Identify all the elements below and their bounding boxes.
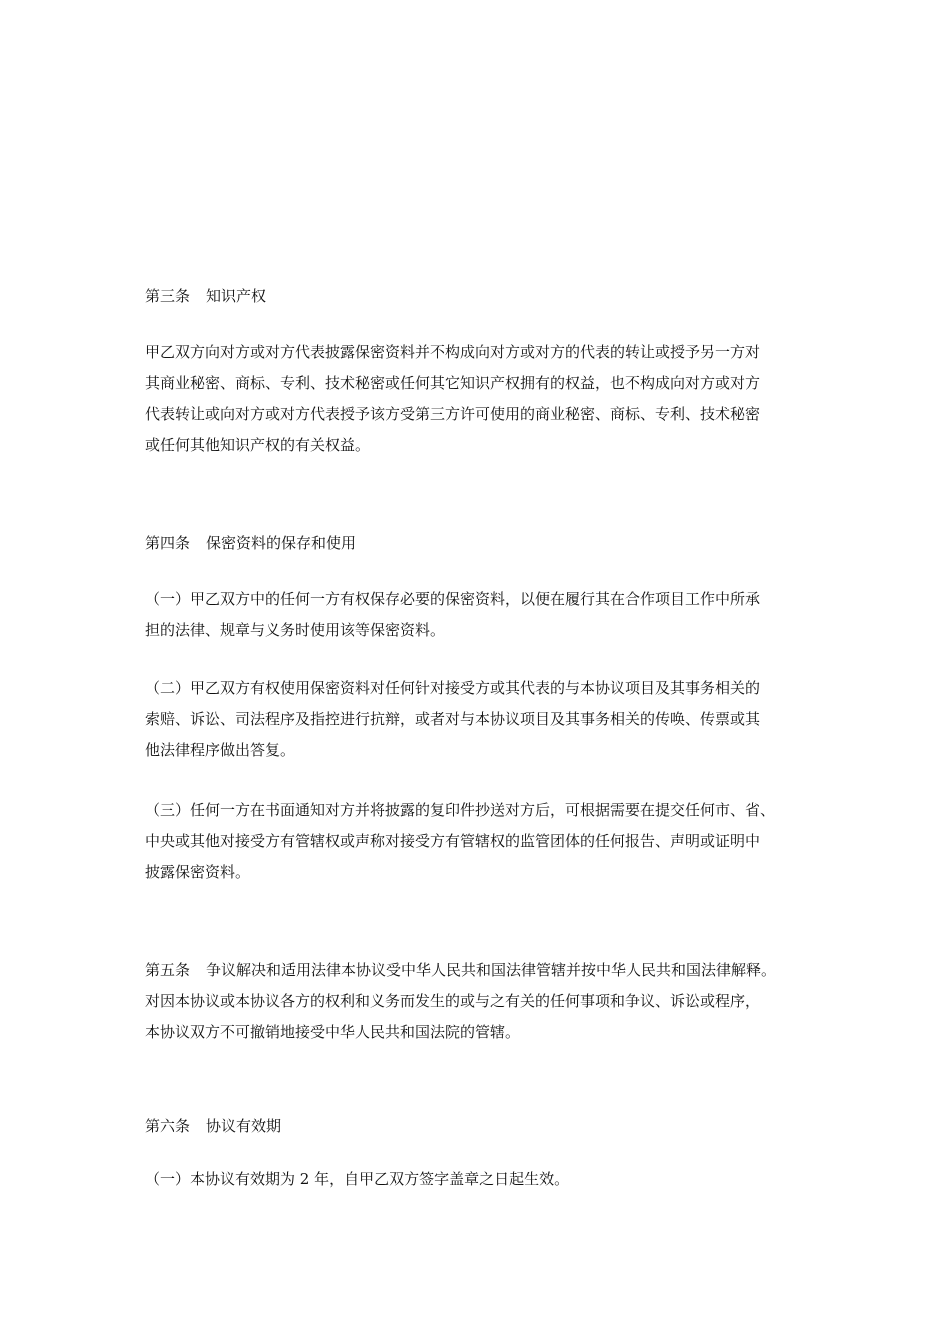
article-number: 第六条 — [145, 1117, 191, 1135]
article-number: 第四条 — [145, 534, 191, 552]
article-6-paragraph-1 — [145, 1164, 815, 1195]
article-6-heading — [145, 1111, 815, 1142]
text-line: （二）甲乙双方有权使用保密资料对任何针对接受方或其代表的与本协议项目及其事务相关的 — [145, 679, 761, 697]
article-3-heading — [145, 281, 815, 312]
article-title: 争议解决和适用法律本协议受中华人民共和国法律管辖并按中华人民共和国法律解释。 — [206, 961, 777, 979]
text-line: （一）本协议有效期为 2 年，自甲乙双方签字盖章之日起生效。 — [145, 1170, 570, 1188]
text-line: （一）甲乙双方中的任何一方有权保存必要的保密资料，以便在履行其在合作项目工作中所承 — [145, 590, 761, 608]
text-line: 或任何其他知识产权的有关权益。 — [145, 436, 371, 454]
text-line: 担的法律、规章与义务时使用该等保密资料。 — [145, 621, 446, 639]
article-4-heading — [145, 528, 815, 559]
text-line: 中央或其他对接受方有管辖权或声称对接受方有管辖权的监管团体的任何报告、声明或证明中 — [145, 832, 761, 850]
text-line: 代表转让或向对方或对方代表授予该方受第三方许可使用的商业秘密、商标、专利、技术秘密 — [145, 405, 761, 423]
article-3-paragraph-1 — [145, 337, 815, 461]
article-number: 第五条 — [145, 961, 191, 979]
article-title: 知识产权 — [206, 287, 267, 305]
article-5-block — [145, 955, 815, 1048]
text-line: 对因本协议或本协议各方的权利和义务而发生的或与之有关的任何事项和争议、诉讼或程序， — [145, 992, 761, 1010]
article-5-heading — [145, 955, 815, 986]
text-line: （三）任何一方在书面通知对方并将披露的复印件抄送对方后，可根据需要在提交任何市、省、 — [145, 801, 776, 819]
text-line: 披露保密资料。 — [145, 863, 251, 881]
text-line: 索赔、诉讼、司法程序及指控进行抗辩，或者对与本协议项目及其事务相关的传唤、传票或其 — [145, 710, 761, 728]
article-title: 协议有效期 — [206, 1117, 282, 1135]
text-line: 甲乙双方向对方或对方代表披露保密资料并不构成向对方或对方的代表的转让或授予另一方对 — [145, 343, 761, 361]
article-4-paragraph-1 — [145, 584, 815, 646]
text-line: 其商业秘密、商标、专利、技术秘密或任何其它知识产权拥有的权益，也不构成向对方或对方 — [145, 374, 761, 392]
article-4-paragraph-2 — [145, 673, 815, 766]
article-number: 第三条 — [145, 287, 191, 305]
article-title: 保密资料的保存和使用 — [206, 534, 357, 552]
article-4-paragraph-3 — [145, 795, 815, 888]
text-line: 本协议双方不可撤销地接受中华人民共和国法院的管辖。 — [145, 1023, 521, 1041]
text-line: 他法律程序做出答复。 — [145, 741, 296, 759]
